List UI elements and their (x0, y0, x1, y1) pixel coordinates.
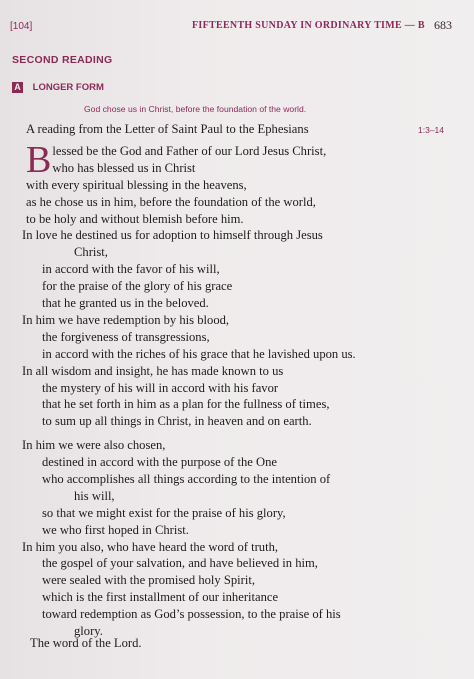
reading-line: which is the first installment of our inheritance (42, 590, 279, 605)
scripture-citation: 1:3–14 (418, 125, 444, 135)
page-header (10, 18, 452, 34)
reading-line: the gospel of your salvation, and have believed in him, (42, 556, 318, 571)
running-head: FIFTEENTH SUNDAY IN ORDINARY TIME — B (192, 20, 425, 31)
reading-line: so that we might exist for the praise of his glory, (42, 505, 286, 520)
reading-caption: God chose us in Christ, before the foundation of the world. (84, 104, 307, 114)
reading-line-text: who has blessed us in Christ (52, 160, 196, 175)
reading-line: destined in accord with the purpose of the One (42, 455, 278, 470)
reading-line: to be holy and without blemish before him. (26, 211, 244, 226)
reading-line: In love he destined us for adoption to himself through Jesus (22, 228, 323, 243)
reading-intro: A reading from the Letter of Saint Paul to the Ephesians (26, 122, 309, 136)
reading-line: as he chose us in him, before the foundation of the world, (26, 194, 316, 209)
stanza-gap (22, 430, 452, 437)
reading-text (22, 139, 452, 640)
reading-line-text: lessed be the God and Father of our Lord Jesus Christ, (52, 144, 327, 158)
reading-line: with every spiritual blessing in the heavens, (26, 177, 247, 192)
reading-line: in accord with the riches of his grace that he lavished upon us. (42, 346, 356, 361)
reading-line: his will, (74, 488, 115, 503)
page-number: 683 (434, 18, 452, 32)
reading-line: the mystery of his will in accord with his favor (42, 380, 279, 395)
page-reference: [104] (10, 21, 33, 32)
section-title: SECOND READING (12, 54, 113, 66)
reading-line: Christ, (74, 245, 108, 260)
closing-acclamation: The word of the Lord. (30, 636, 142, 650)
drop-cap: B (26, 139, 52, 181)
reading-line: In all wisdom and insight, he has made known to us (22, 363, 284, 378)
reading-line (22, 139, 452, 181)
reading-line: In him you also, who have heard the word of truth, (22, 539, 279, 554)
reading-line: toward redemption as God’s possession, to the praise of his (42, 607, 341, 622)
reading-line: we who first hoped in Christ. (42, 522, 189, 537)
reading-line: glory. (74, 623, 103, 638)
reading-line: that he set forth in him as a plan for the fullness of times, (42, 397, 330, 412)
reading-line: who accomplishes all things according to the intention of (42, 471, 331, 486)
reading-line: the forgiveness of transgressions, (42, 329, 210, 344)
form-badge: A (12, 82, 23, 93)
form-label: LONGER FORM (32, 82, 104, 93)
reading-line: were sealed with the promised holy Spirit, (42, 573, 255, 588)
reading-line: for the praise of the glory of his grace (42, 279, 233, 294)
reading-line: In him we were also chosen, (22, 438, 166, 453)
reading-line: in accord with the favor of his will, (42, 262, 220, 277)
reading-line: In him we have redemption by his blood, (22, 312, 230, 327)
form-label-row (12, 82, 104, 94)
reading-line: to sum up all things in Christ, in heaven and on earth. (42, 414, 312, 429)
reading-line: that he granted us in the beloved. (42, 296, 209, 311)
